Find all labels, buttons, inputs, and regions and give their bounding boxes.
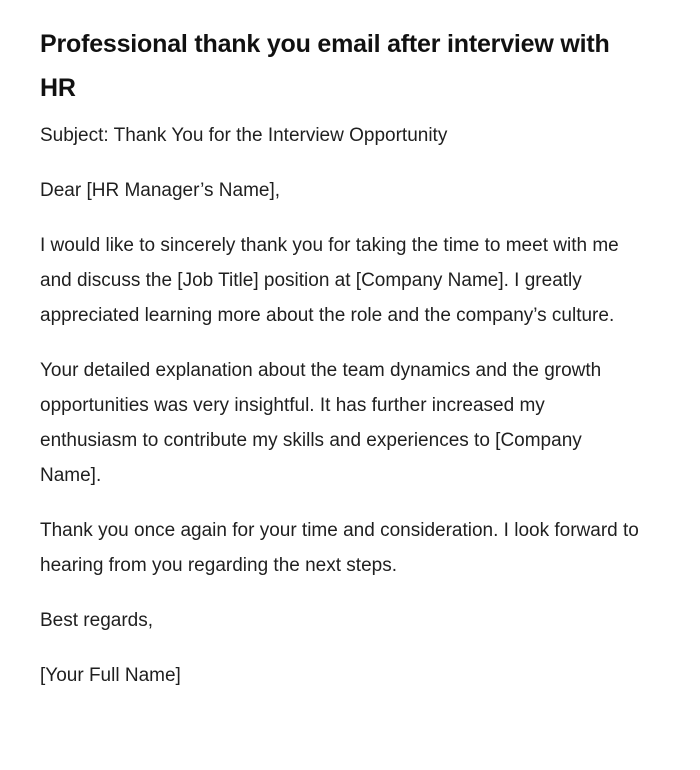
- email-salutation: Dear [HR Manager’s Name],: [40, 180, 281, 201]
- email-subject-line: Subject: Thank You for the Interview Opportunity: [40, 125, 448, 146]
- email-closing: Best regards,: [40, 610, 153, 631]
- email-body-paragraph-1: I would like to sincerely thank you for taking the time to meet with me and discuss the [Job Title] position at [Company Name]. I greatly appreciated learning more about the role and the company’s culture.: [40, 235, 619, 326]
- email-body-paragraph-2: Your detailed explanation about the team dynamics and the growth opportunities was very insightful. It has further increased my enthusiasm to contribute my skills and experiences to [Company Name].: [40, 360, 602, 486]
- email-signature: [Your Full Name]: [40, 665, 181, 686]
- email-body-paragraph-3: Thank you once again for your time and consideration. I look forward to hearing from you regarding the next steps.: [40, 520, 639, 576]
- page-title: Professional thank you email after interview with HR: [40, 30, 610, 102]
